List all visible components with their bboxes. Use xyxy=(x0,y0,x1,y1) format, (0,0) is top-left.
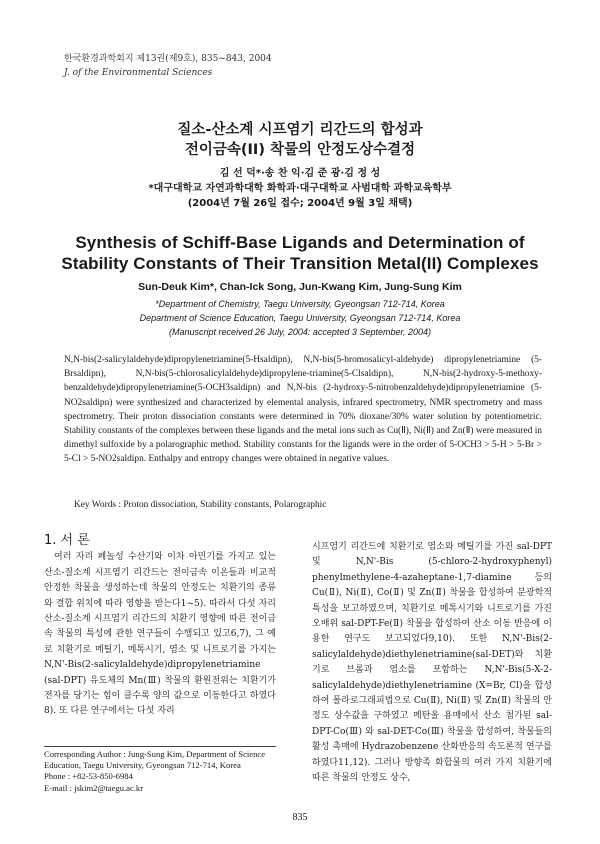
journal-header xyxy=(64,52,272,80)
title-korean-line2: 전이금속(II) 착물의 안정도상수결정 xyxy=(184,142,416,158)
footnote-line-2: Education, Taegu University, Gyeongsan 712-714, Korea xyxy=(44,760,241,771)
title-korean-line1: 질소-산소계 시프염기 리간드의 합성과 xyxy=(177,122,423,138)
abstract: N,N-bis(2-salicylaldehyde)dipropylenetriamine(5-Hsaldipn), N,N-bis(5-bromosalicyl-aldehyde) dipropylenetriamine (5-Brsaldipn), N,N-bis(5-chlorosalicylaldehyde)dipropylene-triamine(5-Clsaldipn), N,N-bis(2-hydroxy-5-methoxy-benzaldehyde)dipropylenetriamine(5-OCH3saldipn) and N,N-bis (2-hydroxy-5-nitrobenzaldehyde)dipropylenetriamine (5-NO2saldipn) were synthesized and characterized by elemental analysis, infrared spectrometry, NMR spectrometry and mass spectrometry. Their proton dissociation constants were determined in 70% dioxane/30% water solution by potentiometric. Stability constants of the complexes between these ligands and the metal ions such as Cu(Ⅱ), Ni(Ⅱ) and Zn(Ⅱ) were measured in dimethyl sulfoxide by a polarographic method. Stability constants for the ligands were in the order of 5-OCH3 > 5-H > 5-Br > 5-Cl > 5-NO2saldipn. Enthalpy and entropy changes were obtained in negative values. xyxy=(64,355,542,465)
affiliation-korean: *대구대학교 자연과학대학 화학과·대구대학교 사범대학 과학교육학부 xyxy=(148,183,452,194)
column-right xyxy=(312,540,552,787)
affiliation-english-block xyxy=(0,297,600,339)
page-number: 835 xyxy=(292,812,308,823)
affiliation-english-2: Department of Science Education, Taegu University, Gyeongsan 712-714, Korea xyxy=(139,313,461,323)
affiliation-english-1: *Department of Chemistry, Taegu University, Gyeongsan 712-714, Korea xyxy=(155,299,445,309)
introduction-paragraph-right: 시프염기 리간드에 치환기로 염소와 메틸기를 가진 sal-DPT 및 N,N'-Bis (5-chloro-2-hydroxyphenyl) phenylmethylene-4-azaheptane-1,7-diamine 등의 Cu(Ⅱ), Ni(Ⅱ), Co(Ⅱ) 및 Zn(Ⅱ) 착물을 합성하여 분광학적 특성을 보고하였으며, 치환기로 메톡시기와 니트로기를 가진 오배위 sal-DPT-Fe(Ⅱ) 착물을 합성하여 산소 이동 반응에 이용한 연구도 보고되었다9,10). 또한 N,N'-Bis(2-salicylaldehyde)diethylenetriamine(sal-DET)와 치환기로 브롬과 염소를 포함하는 N,N'-Bis(5-X-2-salicylaldehyde)diethylenetriamine (X=Br, Cl)을 합성하여 폴라로그래피법으로 Cu(Ⅱ), Ni(Ⅱ) 및 Zn(Ⅱ) 착물의 안정도 상수값을 구하였고 메탄올 용매에서 산소 첨가된 sal-DPT-Co(Ⅲ) 와 sal-DET-Co(Ⅲ) 착물을 합성하여, 착물들의 활성 촉매에 Hydrazobenzene 산화반응의 속도론적 연구를 하였다11,12). 그러나 방향족 화합물의 여러 가지 치환기에 따른 착물의 안정도 상수, xyxy=(312,542,552,784)
footnote-email: E-mail : jskim2@taegu.ac.kr xyxy=(44,782,144,793)
authors-korean: 김 선 덕*·송 찬 익·김 준 광·김 정 성 xyxy=(219,168,381,179)
keywords: Key Words : Proton dissociation, Stability constants, Polarographic xyxy=(74,500,327,510)
column-left xyxy=(44,533,276,720)
title-english xyxy=(40,232,560,274)
footnote-line-1: Corresponding Author : Jung-Sung Kim, Department of Science xyxy=(44,749,266,759)
journal-name-en: J. of the Environmental Sciences xyxy=(64,68,213,78)
footnote-divider xyxy=(44,746,276,747)
authors-english: Sun-Deuk Kim*, Chan-Ick Song, Jun-Kwang Kim, Jung-Sung Kim xyxy=(138,281,462,293)
introduction-paragraph-left: 여러 자리 페놀성 수산기와 이차 아민기를 가지고 있는 산소-질소계 시프염기 리간드는 전이금속 이온들과 비교적 안정한 착물을 생성하는데 착물의 안정도는 치환기의 종류와 결합 위치에 따라 영향을 받는다1~5). 따라서 다섯 자리 산소-질소계 시프염기 리간드의 치환기 영향에 따른 전이금속 착물의 특성에 관한 연구들이 수행되고 있고6,7), 그 예로 치환기로 메틸기, 메톡시기, 염소 및 니트로기를 가지는 N,N'-Bis(2-salicylaldehyde)dipropylenetriamine (sal-DPT) 유도체의 Mn(Ⅲ) 착물의 환원전위는 치환기가 전자를 당기는 힘이 클수록 양의 값으로 이동한다고 하였다8). 또 다른 연구에서는 다섯 자리 xyxy=(44,552,276,717)
manuscript-dates: (Manuscript received 26 July, 2004: accepted 3 September, 2004) xyxy=(169,327,431,337)
authors-korean-block xyxy=(0,166,600,211)
title-korean xyxy=(0,120,600,160)
journal-citation-ko: 한국환경과학회지 제13권(제9호), 835~843, 2004 xyxy=(64,54,272,64)
title-english-line1: Synthesis of Schiff-Base Ligands and Determination of xyxy=(75,233,525,252)
title-english-line2: Stability Constants of Their Transition Metal(II) Complexes xyxy=(61,254,539,273)
section-heading-introduction: 1. 서 론 xyxy=(44,533,90,548)
corresponding-author-footnote xyxy=(44,749,276,794)
dates-korean: (2004년 7월 26일 접수; 2004년 9월 3일 채택) xyxy=(187,198,413,209)
footnote-phone: Phone : +82-53-850-6984 xyxy=(44,771,133,782)
